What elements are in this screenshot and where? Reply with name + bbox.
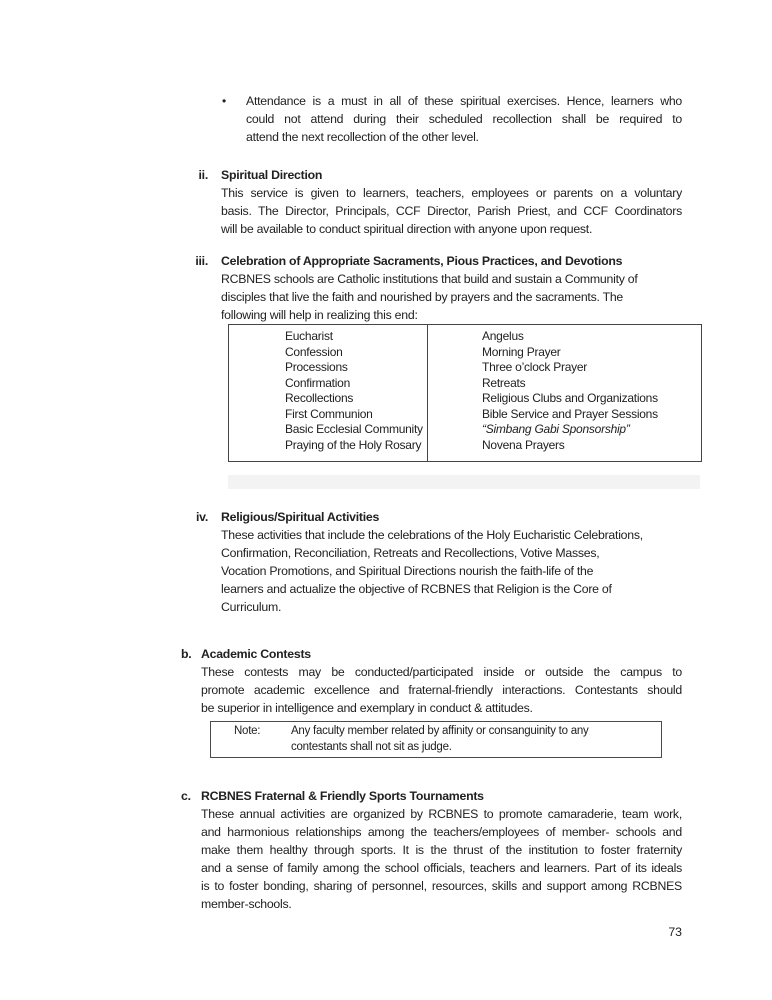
section-title: Celebration of Appropriate Sacraments, Pious Practices, and Devotions [221, 254, 623, 268]
paragraph-line: Attendance is a must in all of these spiritual exercises. Hence, learners who [246, 94, 682, 108]
paragraph-line: and a sense of family among the school officials, teachers and learners. Part of its ideals [201, 861, 682, 875]
section-title: Spiritual Direction [221, 168, 323, 182]
section-body [221, 252, 682, 489]
section-academic-contests [181, 645, 682, 758]
section-sacraments [181, 252, 682, 489]
paragraph-line: Vocation Promotions, and Spiritual Directions nourish the faith-life of the [221, 564, 594, 578]
bullet-marker-column [222, 92, 246, 146]
paragraph-line: and harmonious relationships among the teachers/employees of member- schools and [201, 825, 682, 839]
section-body [221, 166, 682, 238]
paragraph-line: could not attend during their scheduled recollection shall be required to [246, 112, 682, 126]
table-row: Angelus [482, 329, 524, 343]
table-row: Religious Clubs and Organizations [482, 391, 658, 405]
paragraph-line: This service is given to learners, teachers, employees or parents on a voluntary [221, 186, 682, 200]
paragraph-line: is to foster bonding, sharing of personnel, resources, skills and support among RCBNES [201, 879, 682, 893]
paragraph-line: make them healthy through sports. It is the thrust of the institution to foster fraternity [201, 843, 682, 857]
devotions-table-left-column [229, 325, 428, 461]
note-text [291, 723, 655, 755]
section-title: Religious/Spiritual Activities [221, 510, 380, 524]
devotions-table [228, 324, 702, 462]
section-marker: iv. [195, 510, 208, 524]
paragraph-line: member-schools. [201, 897, 292, 911]
table-row: Bible Service and Prayer Sessions [482, 406, 658, 421]
paragraph-line: will be available to conduct spiritual direction with anyone upon request. [221, 222, 593, 236]
paragraph-line: promote academic excellence and fraternal-friendly interactions. Contestants should [201, 683, 682, 697]
paragraph-line: basis. The Director, Principals, CCF Director, Parish Priest, and CCF Coordinators [221, 204, 682, 218]
note-box [210, 721, 662, 758]
note-label: Note: [234, 725, 261, 737]
note-line: contestants shall not sit as judge. [291, 741, 452, 753]
table-row: Morning Prayer [482, 344, 561, 359]
paragraph-line: disciples that live the faith and nourished by prayers and the sacraments. The [221, 290, 624, 304]
table-row: Basic Ecclesial Community [285, 422, 423, 436]
section-marker: iii. [195, 254, 208, 268]
paragraph-line: These annual activities are organized by RCBNES to promote camaraderie, team work, [201, 807, 682, 821]
table-row: Confession [285, 344, 343, 359]
section-body [221, 508, 682, 616]
section-title: Academic Contests [201, 647, 311, 661]
section-religious-activities [181, 508, 682, 616]
section-marker: c. [181, 789, 191, 803]
paragraph-line: learners and actualize the objective of RCBNES that Religion is the Core of [221, 582, 612, 596]
devotions-table-right-column [428, 325, 701, 461]
bullet-icon: • [222, 94, 226, 108]
paragraph-line: attend the next recollection of the other level. [246, 130, 479, 144]
section-title: RCBNES Fraternal & Friendly Sports Tournaments [201, 789, 484, 803]
page-number: 73 [668, 925, 682, 939]
table-row: Retreats [482, 375, 526, 390]
table-row: Eucharist [285, 329, 333, 343]
section-sports-tournaments [181, 787, 682, 913]
section-spiritual-direction [181, 166, 682, 238]
section-body [201, 645, 682, 758]
paragraph-line: These activities that include the celebrations of the Holy Eucharistic Celebrations, [221, 528, 643, 542]
paragraph-line: Confirmation, Reconciliation, Retreats and Recollections, Votive Masses, [221, 546, 600, 560]
scan-shade-band [228, 475, 700, 489]
section-body [201, 787, 682, 913]
section-marker: b. [181, 647, 192, 661]
table-row: Novena Prayers [482, 437, 565, 452]
table-row: Confirmation [285, 375, 351, 390]
paragraph-line: RCBNES schools are Catholic institutions that build and sustain a Community of [221, 272, 638, 286]
table-row: Three o’clock Prayer [482, 360, 588, 374]
bullet-paragraph [246, 92, 682, 146]
bullet-item [181, 92, 682, 146]
table-row: “Simbang Gabi Sponsorship” [482, 422, 630, 436]
note-line: Any faculty member related by affinity or consanguinity to any [291, 725, 589, 737]
table-row: Praying of the Holy Rosary [285, 437, 422, 452]
paragraph-line: These contests may be conducted/participated inside or outside the campus to [201, 665, 682, 679]
paragraph-line: be superior in intelligence and exemplary in conduct & attitudes. [201, 701, 533, 715]
table-row: Processions [285, 360, 348, 374]
table-row: Recollections [285, 391, 354, 405]
table-row: First Communion [285, 406, 373, 421]
section-marker: ii. [198, 168, 208, 182]
paragraph-line: following will help in realizing this end: [221, 308, 418, 322]
paragraph-line: Curriculum. [221, 600, 282, 614]
